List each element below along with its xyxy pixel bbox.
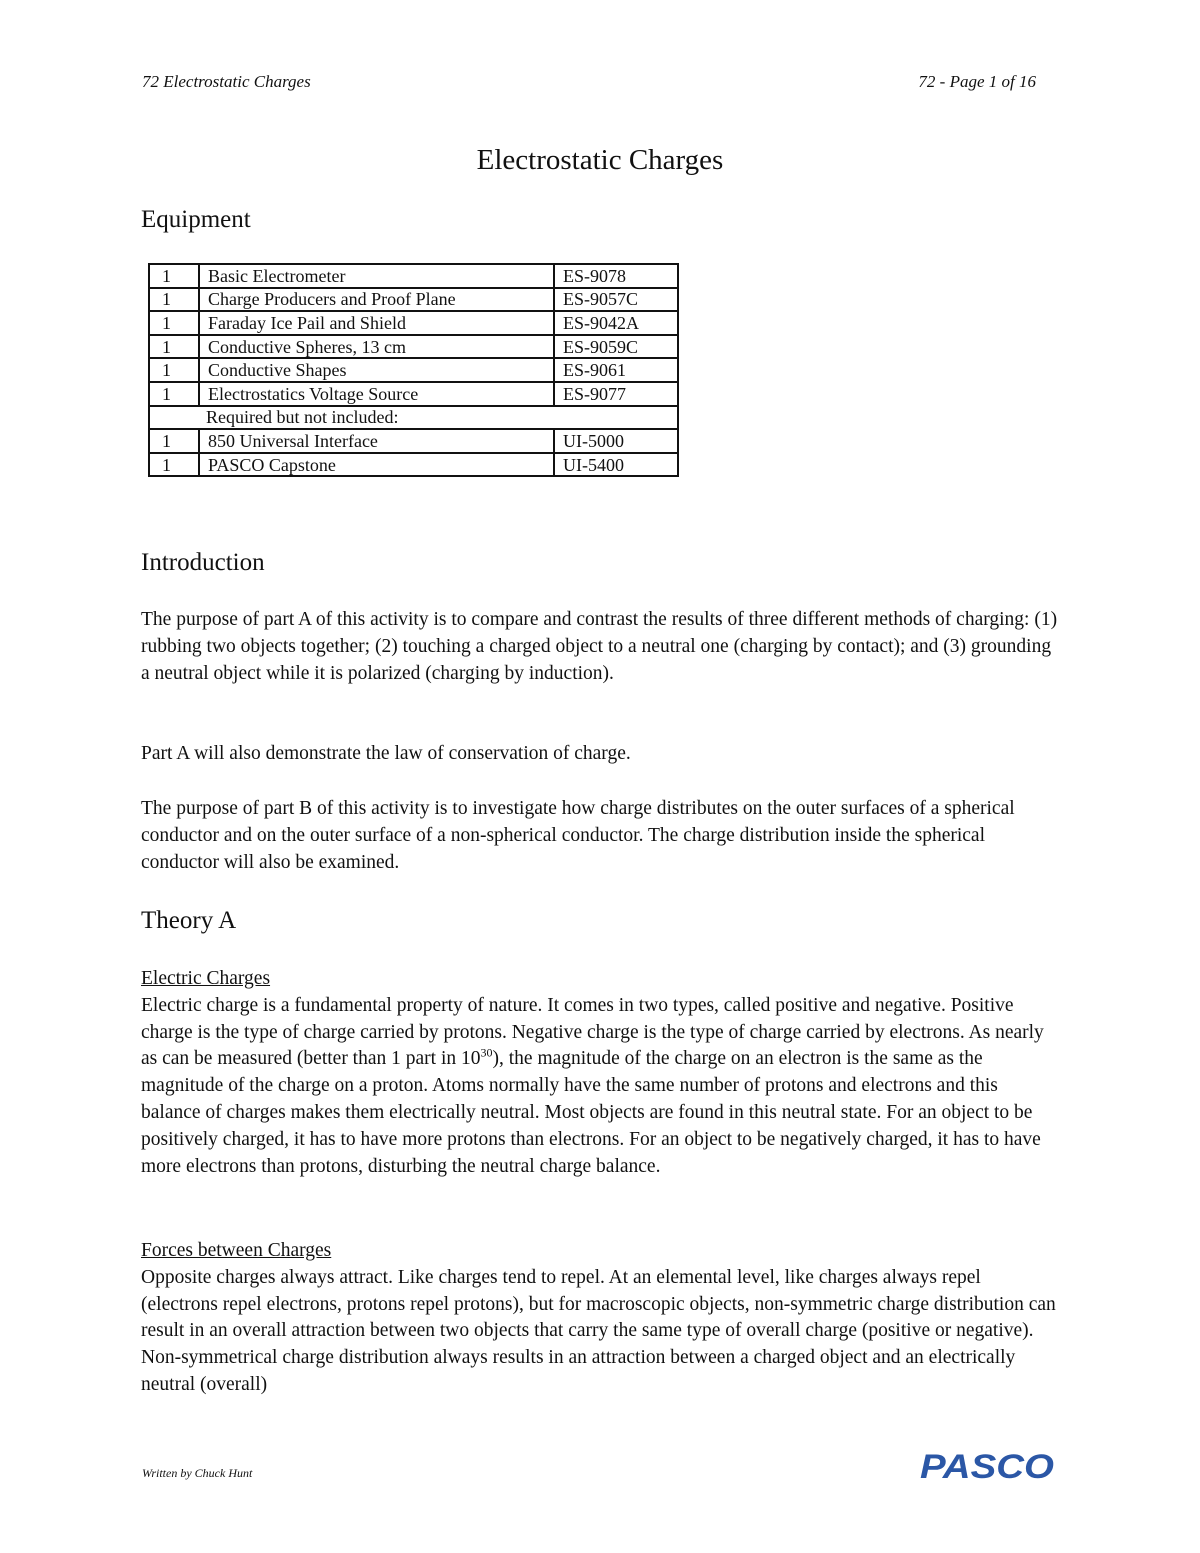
equipment-qty: 1 [149,429,199,453]
exponent: 30 [480,1045,493,1060]
pasco-logo [918,1448,1056,1482]
equipment-name: Conductive Spheres, 13 cm [199,335,554,359]
pasco-logo-text: PASCO [920,1448,1054,1482]
introduction-paragraph: The purpose of part B of this activity is to investigate how charge distributes on the outer surfaces of a spherical conductor and on the outer surface of a non-spherical conductor. The charge distribution inside the spherical conductor will also be examined. [141,798,1015,873]
table-row [149,382,678,406]
equipment-part-number: ES-9061 [554,358,678,382]
table-row [149,264,678,288]
equipment-name: Basic Electrometer [199,264,554,288]
equipment-part-number: UI-5000 [554,429,678,453]
equipment-table [148,263,679,477]
equipment-part-number: ES-9059C [554,335,678,359]
introduction-paragraph: The purpose of part A of this activity is to compare and contrast the results of three different methods of charging: (1) rubbing two objects together; (2) touching a charged object to a neutral one (charging by contact); and (3) grounding a neutral object while it is polarized (charging by induction). [141,609,1058,684]
forces-text: Opposite charges always attract. Like charges tend to repel. At an elemental level, like charges always repel (electrons repel electrons, protons repel protons), but for macroscopic objects, non-symmetric charge distribution can result in an overall attraction between two objects that carry the same type of overall charge (positive or negative). Non-symmetrical charge distribution always results in an attraction between a charged object and an electrically neutral (overall) [141,1266,1056,1395]
introduction-paragraph: Part A will also demonstrate the law of conservation of charge. [141,743,631,764]
equipment-qty: 1 [149,335,199,359]
equipment-qty: 1 [149,358,199,382]
required-label: Required but not included: [149,406,678,430]
equipment-part-number: ES-9057C [554,288,678,312]
equipment-part-number: ES-9077 [554,382,678,406]
introduction-heading: Introduction [141,549,265,576]
table-row [149,429,678,453]
footer-author: Written by Chuck Hunt [142,1466,253,1480]
equipment-part-number: ES-9078 [554,264,678,288]
equipment-name: Electrostatics Voltage Source [199,382,554,406]
electric-charges-text-continued: ), the magnitude of the charge on an electron is the same as the magnitude of the charge on a proton. Atoms normally have the same number of protons and electrons and this balance of charges makes them electrically neutral. Most objects are found in this neutral state. For an object to be positively charged, it has to have more protons than electrons. For an object to be negatively charged, it has to have more electrons than protons, disturbing the neutral charge balance. [141,1048,1041,1177]
table-row [149,453,678,477]
equipment-name: Charge Producers and Proof Plane [199,288,554,312]
equipment-name: Faraday Ice Pail and Shield [199,311,554,335]
electric-charges-subheading: Electric Charges [141,968,271,989]
equipment-name: Conductive Shapes [199,358,554,382]
equipment-qty: 1 [149,288,199,312]
table-row [149,311,678,335]
equipment-heading: Equipment [141,206,251,233]
equipment-qty: 1 [149,382,199,406]
equipment-part-number: UI-5400 [554,453,678,477]
equipment-qty: 1 [149,453,199,477]
electric-charges-text: Electric charge is a fundamental property of nature. It comes in two types, called positive and negative. Positive charge is the type of charge carried by protons. Negative charge is the type of charge carried by electrons. As nearly as can be measured (better than 1 part in 10 [141,994,1044,1070]
header-title: 72 Electrostatic Charges [142,72,311,91]
theory-a-heading: Theory A [141,907,237,934]
table-row [149,406,678,430]
equipment-name: 850 Universal Interface [199,429,554,453]
equipment-qty: 1 [149,311,199,335]
electric-charges-section [141,966,1061,1180]
table-row [149,358,678,382]
document-title: Electrostatic Charges [476,144,724,176]
table-row [149,335,678,359]
equipment-qty: 1 [149,264,199,288]
forces-section [141,1238,1061,1399]
equipment-part-number: ES-9042A [554,311,678,335]
table-row [149,288,678,312]
forces-subheading: Forces between Charges [141,1240,332,1261]
header-page-number: 72 - Page 1 of 16 [918,72,1036,91]
equipment-name: PASCO Capstone [199,453,554,477]
